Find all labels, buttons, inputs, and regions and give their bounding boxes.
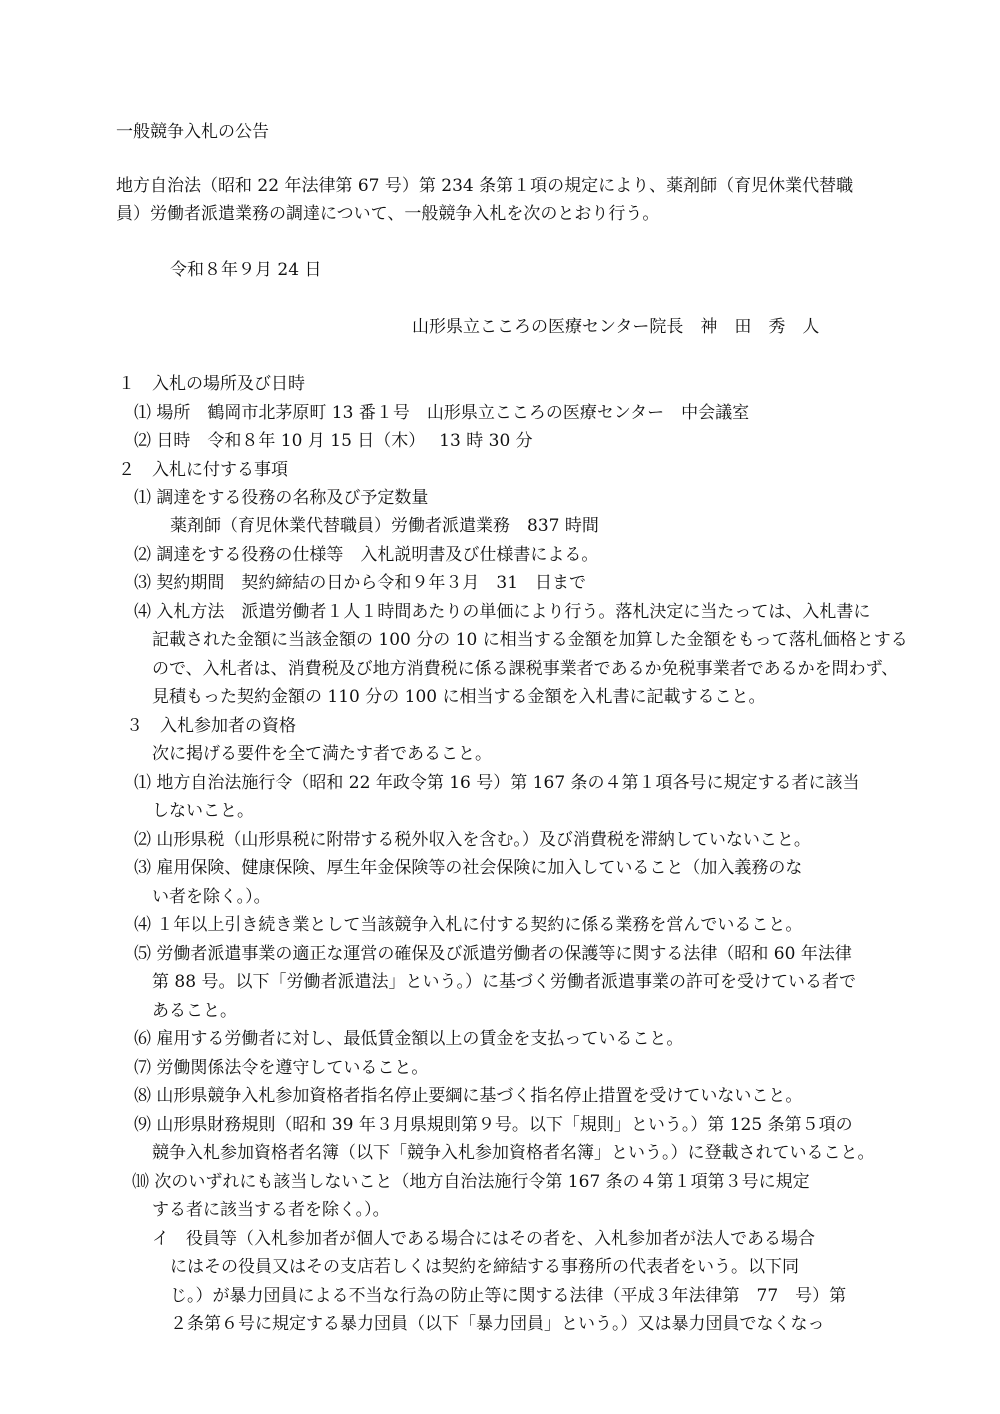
section-2-heading: ２ 入札に付する事項 (118, 460, 288, 480)
section-3-lead: 次に掲げる要件を全て満たす者であること。 (152, 744, 492, 764)
intro-line-2: 員）労働者派遣業務の調達について、一般競争入札を次のとおり行う。 (116, 204, 660, 224)
section-3-item-1-line-2: しないこと。 (152, 801, 254, 821)
section-3-item-3-line-2: い者を除く。）。 (152, 887, 271, 907)
section-3-item-5-line-2: 第 88 号。以下「労働者派遣法」という。）に基づく労働者派遣事業の許可を受けている者で (152, 972, 856, 992)
section-3-item-3-line-1: ⑶ 雇用保険、健康保険、厚生年金保険等の社会保険に加入していること（加入義務のな (134, 858, 803, 878)
section-3-item-9-line-1: ⑼ 山形県財務規則（昭和 39 年３月県規則第９号。以下「規則」という。）第 125 条第５項の (134, 1115, 853, 1135)
section-3-item-8: ⑻ 山形県競争入札参加資格者指名停止要綱に基づく指名停止措置を受けていないこと。 (134, 1086, 803, 1106)
section-2-item-4-line-2: 記載された金額に当該金額の 100 分の 10 に相当する金額を加算した金額をもって落札価格とする (152, 630, 908, 650)
section-2-item-4-line-1: ⑷ 入札方法 派遣労働者１人１時間あたりの単価により行う。落札決定に当たっては、入札書に (134, 602, 871, 622)
section-2-item-1-detail: 薬剤師（育児休業代替職員）労働者派遣業務 837 時間 (170, 516, 599, 536)
issuer-name: 山形県立こころの医療センター院長 神 田 秀 人 (412, 317, 820, 337)
section-2-item-2: ⑵ 調達をする役務の仕様等 入札説明書及び仕様書による。 (134, 545, 599, 565)
notice-title: 一般競争入札の公告 (116, 122, 269, 142)
section-3-item-10-line-2: する者に該当する者を除く。）。 (152, 1200, 390, 1220)
section-3-item-10-sub-i-line-1: イ 役員等（入札参加者が個人である場合にはその者を、入札参加者が法人である場合 (152, 1229, 815, 1249)
section-1-item-2: ⑵ 日時 令和８年 10 月 15 日（木） 13 時 30 分 (134, 431, 533, 451)
section-3-item-10-line-1: ⑽ 次のいずれにも該当しないこと（地方自治法施行令第 167 条の４第１項第３号に規定 (132, 1172, 810, 1192)
section-3-item-7: ⑺ 労働関係法令を遵守していること。 (134, 1058, 429, 1078)
intro-line-1: 地方自治法（昭和 22 年法律第 67 号）第 234 条第１項の規定により、薬剤師（育児休業代替職 (116, 176, 854, 196)
section-3-item-6: ⑹ 雇用する労働者に対し、最低賃金額以上の賃金を支払っていること。 (134, 1029, 684, 1049)
section-1-item-1: ⑴ 場所 鶴岡市北茅原町 13 番１号 山形県立こころの医療センター 中会議室 (134, 403, 750, 423)
section-3-item-9-line-2: 競争入札参加資格者名簿（以下「競争入札参加資格者名簿」という。）に登載されていること。 (152, 1143, 875, 1163)
section-3-item-10-sub-i-line-3: じ。）が暴力団員による不当な行為の防止等に関する法律（平成３年法律第 77 号）第 (170, 1286, 847, 1306)
section-3-heading: ３ 入札参加者の資格 (126, 716, 296, 736)
section-2-item-4-line-3: ので、入札者は、消費税及び地方消費税に係る課税事業者であるか免税事業者であるかを問わず、 (152, 659, 899, 679)
section-1-heading: １ 入札の場所及び日時 (118, 374, 305, 394)
section-3-item-2: ⑵ 山形県税（山形県税に附帯する税外収入を含む。）及び消費税を滞納していないこと。 (134, 830, 811, 850)
section-3-item-1-line-1: ⑴ 地方自治法施行令（昭和 22 年政令第 16 号）第 167 条の４第１項各号に規定する者に該当 (134, 773, 860, 793)
section-3-item-10-sub-i-line-2: にはその役員又はその支店若しくは契約を締結する事務所の代表者をいう。以下同 (170, 1257, 799, 1277)
section-2-item-3: ⑶ 契約期間 契約締結の日から令和９年３月 31 日まで (134, 573, 587, 593)
notice-date: 令和８年９月 24 日 (170, 260, 322, 280)
section-3-item-5-line-1: ⑸ 労働者派遣事業の適正な運営の確保及び派遣労働者の保護等に関する法律（昭和 60 年法律 (134, 944, 852, 964)
section-3-item-4: ⑷ １年以上引き続き業として当該競争入札に付する契約に係る業務を営んでいること。 (134, 915, 803, 935)
section-3-item-5-line-3: あること。 (152, 1001, 237, 1021)
section-2-item-4-line-4: 見積もった契約金額の 110 分の 100 に相当する金額を入札書に記載すること。 (152, 687, 766, 707)
section-3-item-10-sub-i-line-4: ２条第６号に規定する暴力団員（以下「暴力団員」という。）又は暴力団員でなくなっ (170, 1314, 825, 1334)
section-2-item-1: ⑴ 調達をする役務の名称及び予定数量 (134, 488, 429, 508)
